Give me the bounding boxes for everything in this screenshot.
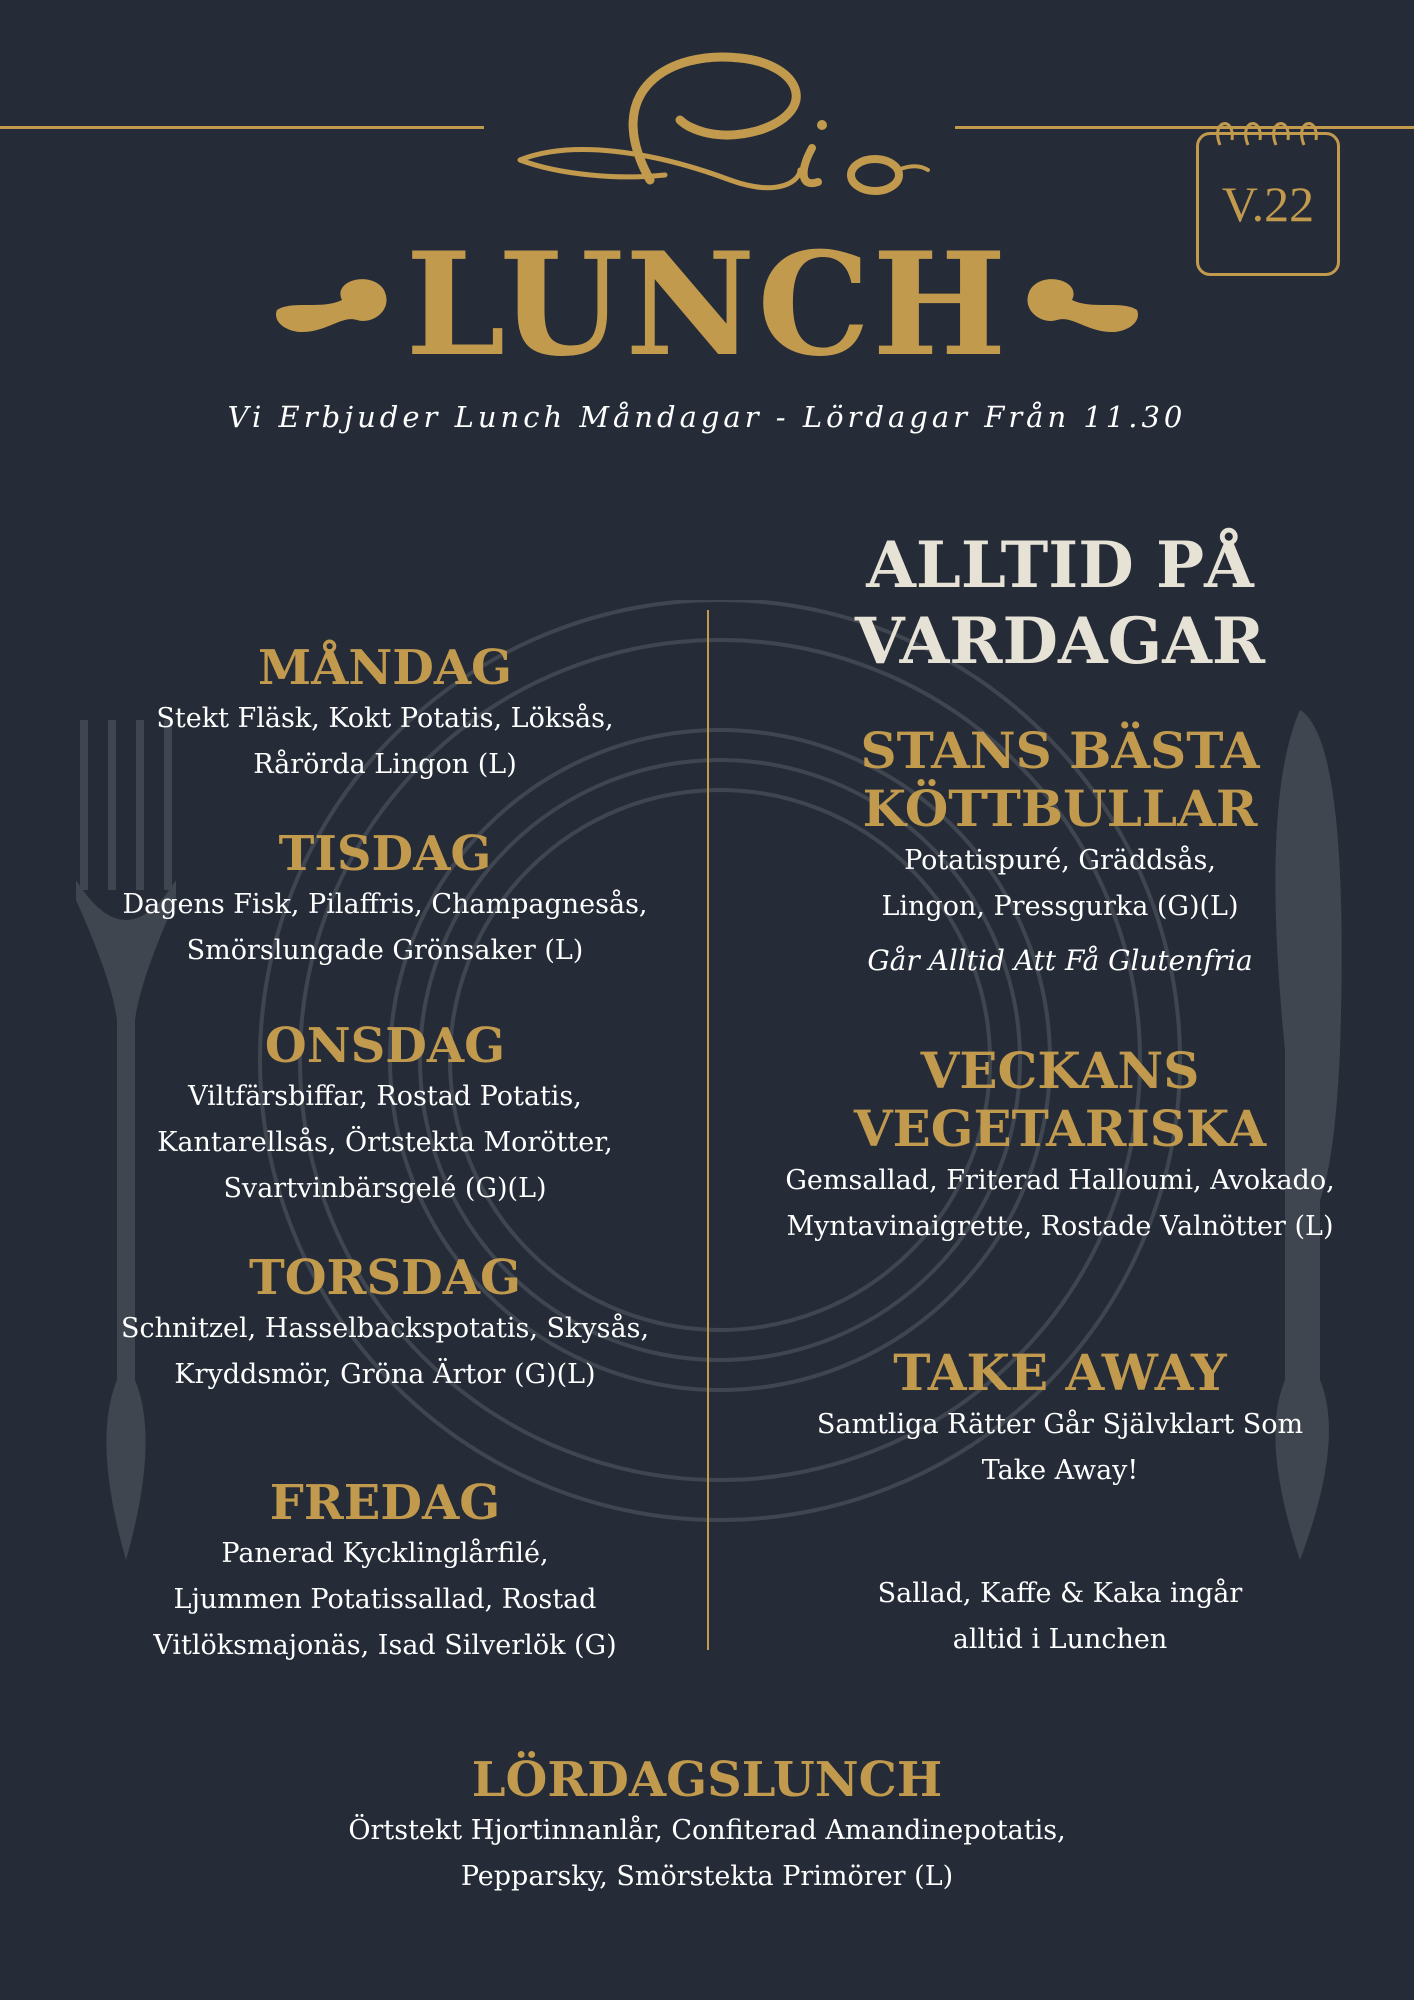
dish-line: Ljummen Potatissallad, Rostad bbox=[173, 1584, 597, 1615]
saturday-section bbox=[100, 1752, 1314, 1900]
header-line-right bbox=[955, 126, 1414, 129]
dish-line: Örtstekt Hjortinnanlår, Confiterad Amandinepotatis, bbox=[348, 1815, 1066, 1846]
lunch-hours-subtitle: Vi Erbjuder Lunch Måndagar - Lördagar Från 11.30 bbox=[227, 400, 1187, 434]
day-heading: TISDAG bbox=[278, 826, 492, 882]
dish-line: Pepparsky, Smörstekta Primörer (L) bbox=[460, 1861, 954, 1892]
takeaway-text-line: Samtliga Rätter Går Självklart Som bbox=[816, 1409, 1304, 1440]
day-tuesday bbox=[60, 826, 710, 974]
gluten-free-note: Går Alltid Att Få Glutenfria bbox=[867, 944, 1253, 977]
dish-line: Stekt Fläsk, Kokt Potatis, Löksås, bbox=[156, 703, 614, 734]
dish-line: Viltfärsbiffar, Rostad Potatis, bbox=[188, 1081, 582, 1112]
always-weekdays-title bbox=[740, 528, 1380, 680]
dish-line: Panerad Kycklinglårfilé, bbox=[221, 1538, 549, 1569]
day-wednesday bbox=[60, 1018, 710, 1212]
day-friday bbox=[60, 1475, 710, 1669]
pio-logo bbox=[500, 30, 930, 210]
dish-line: Schnitzel, Hasselbackspotatis, Skysås, bbox=[120, 1313, 650, 1344]
week-number: V.22 bbox=[1221, 176, 1315, 232]
always-title-line: VARDAGAR bbox=[854, 604, 1266, 679]
ornament-right-icon bbox=[1022, 270, 1142, 340]
takeaway-section bbox=[740, 1344, 1380, 1494]
included-text-line: Sallad, Kaffe & Kaka ingår bbox=[877, 1578, 1243, 1609]
dish-line: Vitlöksmajonäs, Isad Silverlök (G) bbox=[153, 1630, 617, 1661]
day-heading: ONSDAG bbox=[264, 1018, 506, 1074]
vegetarian-heading: VEGETARISKA bbox=[853, 1099, 1267, 1158]
meatballs-heading: KÖTTBULLAR bbox=[862, 779, 1258, 838]
vegetarian-heading: VECKANS bbox=[920, 1041, 1200, 1100]
takeaway-heading: TAKE AWAY bbox=[893, 1343, 1227, 1402]
takeaway-text-line: Take Away! bbox=[981, 1455, 1139, 1486]
dish-line: Myntavinaigrette, Rostade Valnötter (L) bbox=[786, 1211, 1334, 1242]
dish-line: Kryddsmör, Gröna Ärtor (G)(L) bbox=[174, 1359, 596, 1390]
day-thursday bbox=[60, 1250, 710, 1398]
dish-line: Potatispuré, Gräddsås, bbox=[904, 845, 1216, 876]
day-heading: FREDAG bbox=[269, 1475, 501, 1531]
included-section bbox=[740, 1571, 1380, 1663]
lunch-title: LUNCH bbox=[405, 222, 1009, 388]
day-heading: TORSDAG bbox=[249, 1250, 521, 1306]
dish-line: Rårörda Lingon (L) bbox=[253, 749, 517, 780]
always-title-line: ALLTID PÅ bbox=[866, 528, 1254, 603]
meatballs-section bbox=[740, 722, 1380, 977]
meatballs-heading: STANS BÄSTA bbox=[860, 721, 1260, 780]
dish-line: Svartvinbärsgelé (G)(L) bbox=[223, 1173, 547, 1204]
vegetarian-section bbox=[740, 1042, 1380, 1250]
day-monday bbox=[60, 640, 710, 788]
included-text-line: alltid i Lunchen bbox=[952, 1624, 1168, 1655]
day-heading: MÅNDAG bbox=[257, 640, 513, 696]
dish-line: Lingon, Pressgurka (G)(L) bbox=[881, 891, 1239, 922]
dish-line: Gemsallad, Friterad Halloumi, Avokado, bbox=[785, 1165, 1335, 1196]
header-line-left bbox=[0, 126, 484, 129]
week-badge bbox=[1196, 132, 1340, 276]
dish-line: Dagens Fisk, Pilaffris, Champagnesås, bbox=[122, 889, 648, 920]
dish-line: Kantarellsås, Örtstekta Morötter, bbox=[157, 1127, 613, 1158]
saturday-heading: LÖRDAGSLUNCH bbox=[471, 1752, 943, 1808]
dish-line: Smörslungade Grönsaker (L) bbox=[186, 935, 584, 966]
